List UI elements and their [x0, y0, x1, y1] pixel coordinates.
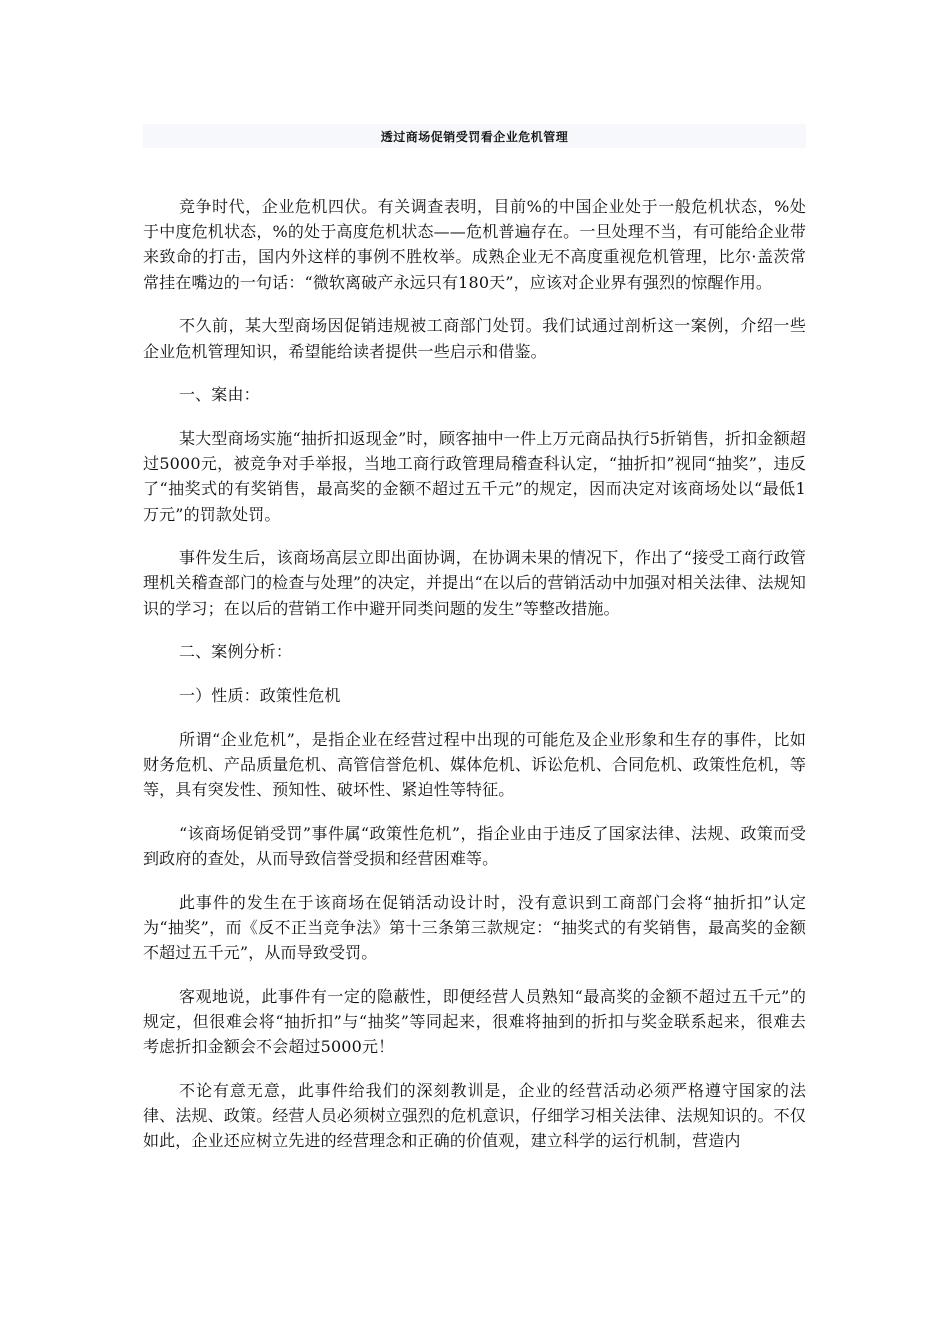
document-title: 透过商场促销受罚看企业危机管理: [380, 129, 569, 144]
title-bar: [143, 124, 806, 148]
paragraph-background: 不久前，某大型商场因促销违规被工商部门处罚。我们试通过剖析这一案例，介绍一些企业危机管理知识，希望能给读者提供一些启示和借鉴。: [143, 316, 806, 361]
paragraph-lesson: 不论有意无意，此事件给我们的深刻教训是，企业的经营活动必须严格遵守国家的法律、法规、政策。经营人员必须树立强烈的危机意识，仔细学习相关法律、法规知识的。不仅如此，企业还应树立先进的经营理念和正确的价值观，建立科学的运行机制，营造内: [143, 1080, 806, 1151]
paragraph-definition: 所谓“企业危机”，是指企业在经营过程中出现的可能危及企业形象和生存的事件，比如财务危机、产品质量危机、高管信誉危机、媒体危机、诉讼危机、合同危机、政策性危机，等等，具有突发性、预知性、破坏性、紧迫性等特征。: [143, 729, 806, 800]
paragraph-cause: 此事件的发生在于该商场在促销活动设计时，没有意识到工商部门会将“抽折扣”认定为“抽奖”，而《反不正当竞争法》第十三条第三款规定：“抽奖式的有奖销售，最高奖的金额不超过五千元”，从而导致受罚。: [143, 892, 806, 963]
paragraph-policy-crisis: “该商场促销受罚”事件属“政策性危机”，指企业由于违反了国家法律、法规、政策而受到政府的查处，从而导致信誉受损和经营困难等。: [143, 823, 806, 869]
subsection-heading-nature: 一）性质：政策性危机: [179, 686, 341, 706]
paragraph-response: 事件发生后，该商场高层立即出面协调，在协调未果的情况下，作出了“接受工商行政管理机关稽查部门的检查与处理”的决定，并提出“在以后的营销活动中加强对相关法律、法规知识的学习；在以后的营销工作中避开同类问题的发生”等整改措施。: [143, 548, 806, 618]
paragraph-objective: 客观地说，此事件有一定的隐蔽性，即便经营人员熟知“最高奖的金额不超过五千元”的规定，但很难会将“抽折扣”与“抽奖”等同起来，很难将抽到的折扣与奖金联系起来，很难去考虑折扣金额会不会超过5000元！: [143, 986, 806, 1057]
section-heading-analysis: 二、案例分析：: [179, 642, 293, 662]
paragraph-intro: 竞争时代，企业危机四伏。有关调查表明，目前%的中国企业处于一般危机状态，%处于中度危机状态，%的处于高度危机状态——危机普遍存在。一旦处理不当，有可能给企业带来致命的打击，国内外这样的事例不胜枚举。成熟企业无不高度重视危机管理，比尔·盖茨常常挂在嘴边的一句话：“微软离破产永远只有180天”，应该对企业界有强烈的惊醒作用。: [143, 197, 806, 292]
paragraph-case: 某大型商场实施“抽折扣返现金”时，顾客抽中一件上万元商品执行5折销售，折扣金额超过5000元，被竞争对手举报，当地工商行政管理局稽查科认定，“抽折扣”视同“抽奖”，违反了“抽奖式的有奖销售，最高奖的金额不超过五千元”的规定，因而决定对该商场处以“最低1万元”的罚款处罚。: [143, 428, 806, 524]
section-heading-case: 一、案由：: [179, 385, 260, 405]
article-body: [143, 194, 806, 1172]
